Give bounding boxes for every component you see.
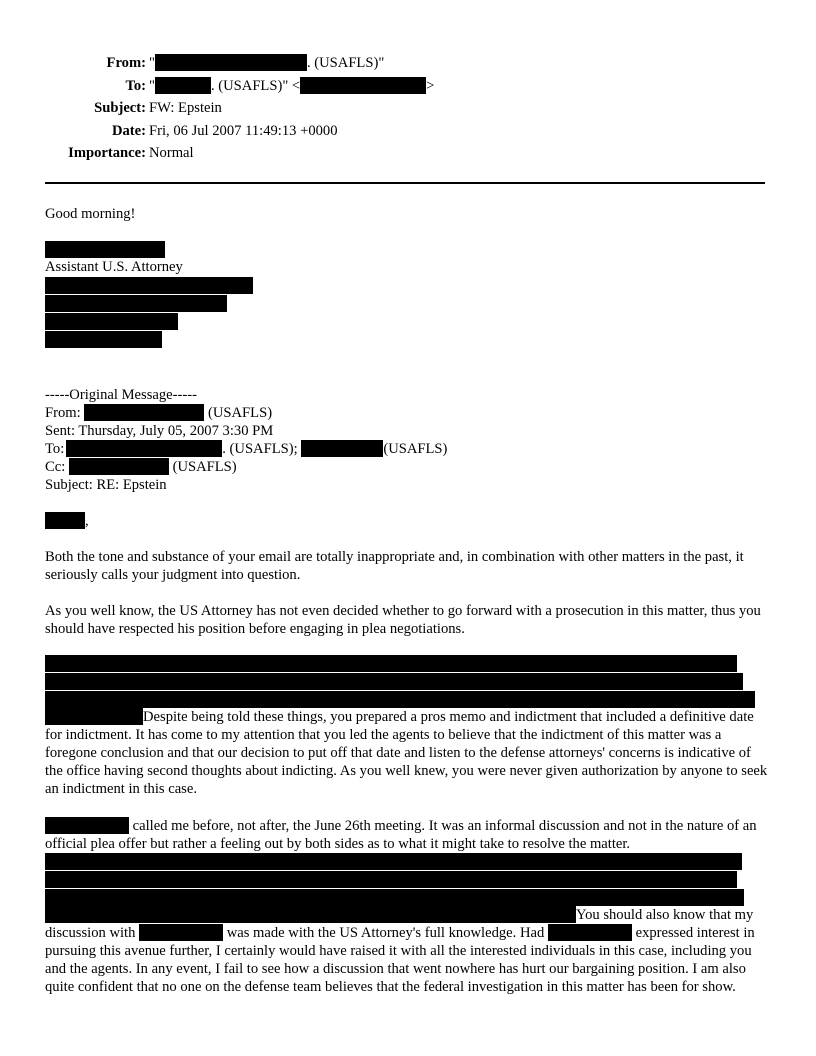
om-subject: Subject: RE: Epstein xyxy=(45,477,167,493)
subject-label: Subject: xyxy=(94,100,146,116)
redaction xyxy=(45,708,143,725)
original-message-header xyxy=(45,386,770,494)
greeting: Good morning! xyxy=(45,206,136,222)
redaction xyxy=(45,241,165,258)
paragraph-3 xyxy=(45,655,770,798)
date-value: Fri, 06 Jul 2007 11:49:13 +0000 xyxy=(149,122,338,139)
redaction xyxy=(300,77,426,94)
redaction xyxy=(45,512,85,529)
header-subject-row xyxy=(0,99,816,122)
paragraph-2: As you well know, the US Attorney has not even decided whether to go forward with a prosecution in this matter, thus you should have respected his position before engaging in plea negotiations. xyxy=(45,603,761,637)
redaction xyxy=(66,440,222,457)
paragraph-4 xyxy=(45,817,770,996)
redaction xyxy=(69,458,169,475)
redaction xyxy=(45,889,744,906)
date-label: Date: xyxy=(111,122,146,139)
paragraph-4-end: expressed interest in pursuing this avenue further, I certainly would have raised it with all the interested individuals in this case, including you and the agents. In any event, I fail to see how a discussion that went nowhere has hurt our bargaining position. I am also quite confident that no one on the defense team believes that the federal investigation in this matter has been for show. xyxy=(45,925,755,995)
paragraph-4-after: You should also know that my discussion with xyxy=(45,907,754,941)
redaction xyxy=(301,440,383,457)
redaction xyxy=(45,673,743,690)
importance-label: Importance: xyxy=(68,145,146,161)
header-from-row xyxy=(0,54,816,77)
redaction xyxy=(45,906,576,923)
redaction xyxy=(45,331,162,348)
importance-value: Normal xyxy=(149,145,194,161)
redaction xyxy=(155,77,211,94)
header-to-row xyxy=(0,77,816,100)
subject-value: FW: Epstein xyxy=(149,100,222,116)
paragraph-1: Both the tone and substance of your email are totally inappropriate and, in combination with other matters in the past, it seriously calls your judgment into question. xyxy=(45,549,744,583)
om-to: To: . (USAFLS); (USAFLS) xyxy=(45,441,448,457)
original-message-label: -----Original Message----- xyxy=(45,387,197,403)
redaction xyxy=(45,691,755,708)
redaction xyxy=(139,924,223,941)
om-from: From: (USAFLS) xyxy=(45,405,273,421)
redaction xyxy=(45,277,253,294)
redaction xyxy=(45,853,742,870)
redaction xyxy=(45,295,227,312)
redaction xyxy=(84,404,204,421)
salutation: , xyxy=(45,512,770,530)
header-importance-row xyxy=(0,144,816,167)
redaction xyxy=(45,655,737,672)
from-value: " . (USAFLS)" xyxy=(149,55,385,71)
header-divider xyxy=(45,182,765,184)
redaction xyxy=(45,313,178,330)
to-value: " . (USAFLS)" < > xyxy=(149,77,435,94)
om-cc: Cc: (USAFLS) xyxy=(45,459,237,475)
paragraph-4-mid: was made with the US Attorney's full knowledge. Had xyxy=(223,925,545,941)
from-label: From: xyxy=(106,55,146,71)
redaction xyxy=(548,924,632,941)
to-label: To: xyxy=(125,77,146,94)
header-date-row xyxy=(0,122,816,145)
signature-title: Assistant U.S. Attorney xyxy=(45,259,183,275)
redaction xyxy=(45,871,737,888)
redaction xyxy=(45,817,129,834)
signature-block xyxy=(45,241,770,348)
paragraph-4-start: called me before, not after, the June 26th meeting. It was an informal discussion and not in the nature of an official plea offer but rather a feeling out by both sides as to what it might take to resolve the matter. xyxy=(45,818,757,852)
email-header xyxy=(0,54,816,167)
paragraph-3-text: Despite being told these things, you prepared a pros memo and indictment that included a definitive date for indictment. It has come to my attention that you led the agents to believe that the indictment of this matter was a foregone conclusion and that our decision to put off that date and listen to the defense attorneys' concerns is indicative of the office having second thoughts about indicting. As you well knew, you were never given authorization by anyone to seek an indictment in this case. xyxy=(45,709,768,797)
om-sent: Sent: Thursday, July 05, 2007 3:30 PM xyxy=(45,423,274,439)
redaction xyxy=(155,54,307,71)
